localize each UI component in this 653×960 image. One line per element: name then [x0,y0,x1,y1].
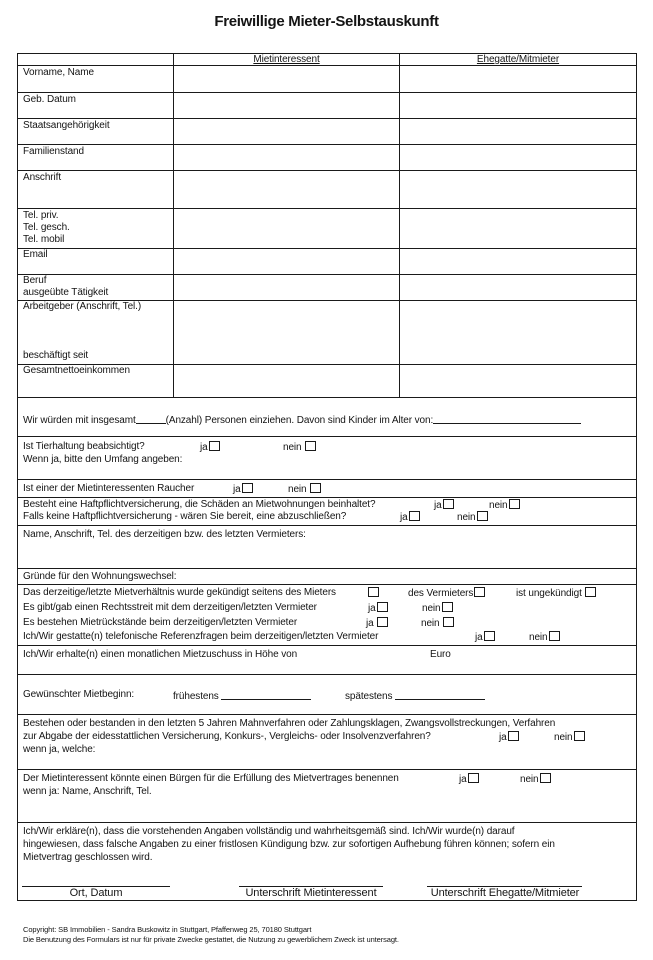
applicant-net-income-field[interactable] [175,365,398,396]
subsidy-label: Ich/Wir erhalte(n) einen monatlichen Mietzuschuss in Höhe von [23,649,298,660]
arrears-nein-option[interactable] [421,617,454,629]
nein-label: nein [422,603,441,614]
pets-ja-checkbox[interactable] [209,441,220,451]
proceedings-nein-checkbox[interactable] [574,731,585,741]
nein-label: nein [529,632,548,643]
insurance-q1-nein-checkbox[interactable] [509,499,520,509]
arrears-nein-checkbox[interactable] [443,617,454,627]
section-divider [17,822,637,823]
ja-label: ja [366,618,374,629]
nein-label: nein [489,500,508,511]
tenancy-terminated-label: Das derzeitige/letzte Mietverhältnis wurde gekündigt seitens des Mieters [23,587,336,598]
arrears-ja-checkbox[interactable] [377,617,388,627]
table-col-divider-1 [173,53,174,397]
label-employer: Arbeitgeber (Anschrift, Tel.) [23,301,142,312]
smoker-ja-option[interactable] [233,483,253,495]
ja-label: ja [459,774,467,785]
nein-label: nein [421,618,440,629]
column-header-spouse: Ehegatte/Mitmieter [476,54,560,65]
spouse-marital-status-field[interactable] [401,145,635,169]
applicant-nationality-field[interactable] [175,119,398,143]
pets-scope-field[interactable] [200,452,630,476]
nein-label: nein [457,512,476,523]
spouse-birthdate-field[interactable] [401,93,635,117]
tenant-terminated-checkbox[interactable] [368,587,379,597]
label-birthdate: Geb. Datum [23,94,76,105]
declaration-line-1: Ich/Wir erkläre(n), dass die vorstehenden Angaben vollständig und wahrheitsgemäß sind. Ich/Wir wurde(n) darauf [23,826,515,837]
subsidy-currency: Euro [430,649,451,660]
spouse-phone-field[interactable] [401,209,635,247]
ja-label: ja [434,500,442,511]
ja-label: ja [475,632,483,643]
guarantor-nein-option[interactable] [520,773,551,785]
lawsuit-ja-checkbox[interactable] [377,602,388,612]
nein-label: nein [520,774,539,785]
pets-followup: Wenn ja, bitte den Umfang angeben: [23,454,183,465]
spouse-address-field[interactable] [401,171,635,207]
proceedings-details-field[interactable] [90,743,630,767]
proceedings-ja-option[interactable] [499,731,519,743]
section-divider [17,568,637,569]
applicant-birthdate-field[interactable] [175,93,398,117]
smoker-nein-option[interactable] [288,483,321,495]
landlord-terminated-option[interactable] [408,587,485,599]
section-divider [17,497,637,498]
label-phone-private: Tel. priv. [23,210,59,221]
section-divider [17,674,637,675]
landlord-terminated-checkbox[interactable] [474,587,485,597]
insurance-q1-ja-checkbox[interactable] [443,499,454,509]
section-divider [17,584,637,585]
earliest-label: frühestens [173,691,219,702]
arrears-label: Es bestehen Mietrückstände beim derzeitigen/letzten Vermieter [23,617,298,628]
section-divider [17,769,637,770]
section-divider [17,525,637,526]
lawsuit-ja-option[interactable] [368,602,388,614]
applicant-profession-field[interactable] [175,275,398,299]
proceedings-nein-option[interactable] [554,731,585,743]
subsidy-amount-field[interactable] [345,647,425,661]
label-phone-business: Tel. gesch. [23,222,70,233]
latest-date-field[interactable] [395,689,485,700]
guarantor-details-field[interactable] [20,798,634,820]
ja-label: ja [200,442,208,453]
persons-count-field[interactable] [136,413,166,424]
label-phone-mobile: Tel. mobil [23,234,65,245]
row-divider [17,65,637,66]
guarantor-nein-checkbox[interactable] [540,773,551,783]
proceedings-line-3: wenn ja, welche: [23,744,96,755]
applicant-signature-label: Unterschrift Mietinteressent [245,887,377,899]
references-nein-checkbox[interactable] [549,631,560,641]
latest-label: spätestens [345,691,393,702]
lawsuit-nein-checkbox[interactable] [442,602,453,612]
references-label: Ich/Wir gestatte(n) telefonische Referenzfragen beim derzeitigen/letzten Vermieter [23,631,379,642]
outer-border-bottom [17,900,637,901]
spouse-profession-field[interactable] [401,275,635,299]
applicant-email-field[interactable] [175,249,398,273]
row-divider [17,397,637,398]
label-occupation: ausgeübte Tätigkeit [23,287,109,298]
ja-label: ja [233,484,241,495]
persons-suffix: (Anzahl) Personen einziehen. Davon sind Kinder im Alter von: [165,415,434,426]
label-profession: Beruf [23,275,47,286]
start-label: Gewünschter Mietbeginn: [23,689,135,700]
section-divider [17,645,637,646]
section-divider [17,714,637,715]
spouse-email-field[interactable] [401,249,635,273]
spouse-nationality-field[interactable] [401,119,635,143]
insurance-q2-ja-checkbox[interactable] [409,511,420,521]
footer-copyright: Copyright: SB Immobilien - Sandra Buskowitz in Stuttgart, Pfaffenweg 25, 70180 Stuttgart [23,925,312,934]
pets-question: Ist Tierhaltung beabsichtigt? [23,441,145,452]
children-ages-field[interactable] [433,413,581,424]
nein-label: nein [288,484,307,495]
label-name: Vorname, Name [23,67,94,78]
landlord-label: Name, Anschrift, Tel. des derzeitigen bzw. des letzten Vermieters: [23,529,306,540]
label-nationality: Staatsangehörigkeit [23,120,110,131]
applicant-phone-field[interactable] [175,209,398,247]
ja-label: ja [368,603,376,614]
guarantor-ja-option[interactable] [459,773,479,785]
spouse-net-income-field[interactable] [401,365,635,396]
insurance-q1-ja-option[interactable] [434,499,454,511]
nein-label: nein [554,732,573,743]
start-earliest [173,689,311,702]
insurance-q1-nein-option[interactable] [489,499,520,511]
insurance-question-2: Falls keine Haftpflichtversicherung - wären Sie bereit, eine abzuschließen? [23,511,347,522]
pets-nein-checkbox[interactable] [305,441,316,451]
place-date-label: Ort, Datum [69,887,123,899]
label-net-income: Gesamtnettoeinkommen [23,365,130,376]
outer-border-right [636,53,637,901]
outer-border-left [17,53,18,901]
arrears-ja-option[interactable] [366,617,388,629]
footer-notice: Die Benutzung des Formulars ist nur für private Zwecke gestattet, die Nutzung zu gewerblichem Zweck ist untersagt. [23,935,399,944]
insurance-q2-nein-checkbox[interactable] [477,511,488,521]
lawsuit-label: Es gibt/gab einen Rechtsstreit mit dem derzeitigen/letzten Vermieter [23,602,317,613]
by-landlord-label: des Vermieters [408,588,474,599]
smoker-ja-checkbox[interactable] [242,483,253,493]
applicant-name-field[interactable] [175,67,398,91]
start-latest [345,689,485,702]
proceedings-ja-checkbox[interactable] [508,731,519,741]
label-email: Email [23,249,48,260]
applicant-address-field[interactable] [175,171,398,207]
section-divider [17,436,637,437]
insurance-question-1: Besteht eine Haftpflichtversicherung, die Schäden an Mietwohnungen beinhaltet? [23,499,376,510]
reasons-label: Gründe für den Wohnungswechsel: [23,571,177,582]
persons-row [23,413,581,426]
nein-label: nein [283,442,302,453]
spouse-signature-label: Unterschrift Ehegatte/Mitmieter [430,887,580,899]
applicant-employer-field[interactable] [175,301,398,363]
guarantor-line-1: Der Mietinteressent könnte einen Bürgen für die Erfüllung des Mietvertrages benennen [23,773,399,784]
smoker-question: Ist einer der Mietinteressenten Raucher [23,483,195,494]
insurance-q2-ja-option[interactable] [400,511,420,523]
ja-label: ja [499,732,507,743]
applicant-marital-status-field[interactable] [175,145,398,169]
insurance-q2-nein-option[interactable] [457,511,488,523]
not-terminated-label: ist ungekündigt [516,588,582,599]
form-title: Freiwillige Mieter-Selbstauskunft [214,13,439,30]
lawsuit-nein-option[interactable] [422,602,453,614]
spouse-name-field[interactable] [401,67,635,91]
earliest-date-field[interactable] [221,689,311,700]
table-col-divider-2 [399,53,400,397]
declaration-line-3: Mietvertrag geschlossen wird. [23,852,153,863]
landlord-field[interactable] [20,542,634,566]
not-terminated-option[interactable] [516,587,596,599]
column-header-applicant: Mietinteressent [253,54,320,65]
not-terminated-checkbox[interactable] [585,587,596,597]
label-marital-status: Familienstand [23,146,84,157]
guarantor-line-2: wenn ja: Name, Anschrift, Tel. [23,786,152,797]
spouse-employer-field[interactable] [401,301,635,363]
references-ja-checkbox[interactable] [484,631,495,641]
proceedings-line-2: zur Abgabe der eidesstattlichen Versicherung, Konkurs-, Vergleichs- oder Insolvenzverfahren? [23,731,431,742]
smoker-nein-checkbox[interactable] [310,483,321,493]
label-address: Anschrift [23,172,62,183]
proceedings-line-1: Bestehen oder bestanden in den letzten 5 Jahren Mahnverfahren oder Zahlungsklagen, Zwangsvollstreckungen, Verfahren [23,718,556,729]
section-divider [17,479,637,480]
ja-label: ja [400,512,408,523]
guarantor-ja-checkbox[interactable] [468,773,479,783]
persons-prefix: Wir würden mit insgesamt [23,415,136,426]
label-employed-since: beschäftigt seit [23,350,89,361]
declaration-line-2: hingewiesen, dass falsche Angaben zu einer fristlosen Kündigung bzw. zur sofortigen Aufhebung führen können; sofern ein [23,839,555,850]
tenant-terminated-option[interactable] [367,587,379,599]
references-ja-option[interactable] [475,631,495,643]
references-nein-option[interactable] [529,631,560,643]
